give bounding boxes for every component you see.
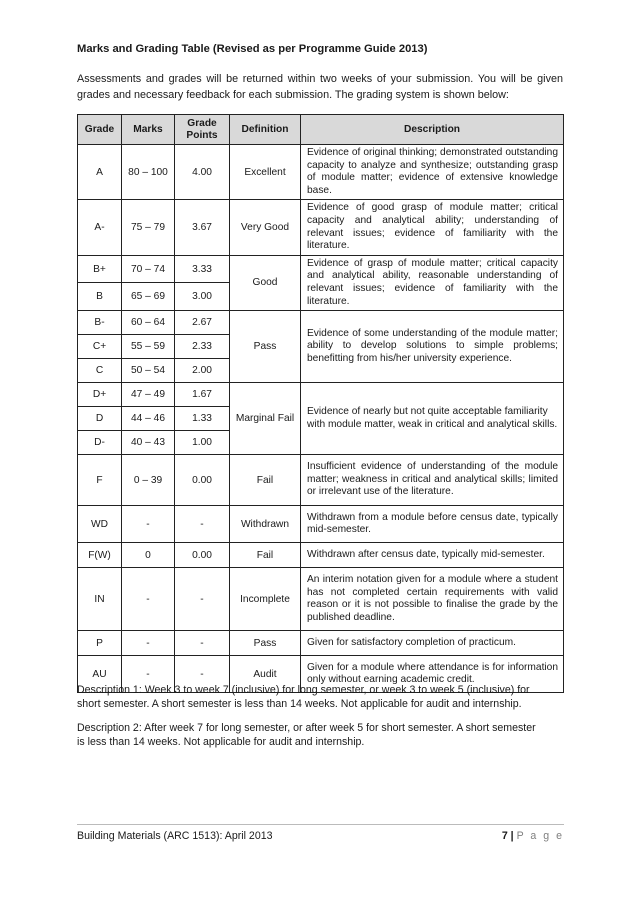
grade-cell: P [78,631,122,656]
points-cell: 4.00 [175,145,230,200]
description-cell: Evidence of original thinking; demonstrated outstanding capacity to analyze and synthesize; outstanding grasp of module matter; evidence of extensive knowledge base. [301,145,564,200]
grade-cell: C [78,359,122,383]
page-number: 7 | [501,830,514,842]
table-row [78,631,564,656]
description-cell: Evidence of good grasp of module matter; critical capacity and analytical ability; understanding of relevant issues; evidence of familiarity with the literature. [301,200,564,255]
grade-cell: B [78,283,122,311]
marks-cell: 65 – 69 [122,283,175,311]
definition-cell: Fail [230,543,301,568]
footer-divider [77,824,564,825]
grade-cell: A- [78,200,122,255]
points-cell: 0.00 [175,543,230,568]
marks-cell: - [122,568,175,631]
description-cell: Withdrawn after census date, typically mid-semester. [301,543,564,568]
table-row [78,255,564,283]
marks-cell: 75 – 79 [122,200,175,255]
header-marks: Marks [122,115,175,145]
table-row [78,506,564,543]
marks-cell: - [122,631,175,656]
grade-cell: D [78,407,122,431]
table-row [78,311,564,335]
marks-cell: 40 – 43 [122,431,175,455]
definition-cell: Excellent [230,145,301,200]
marks-cell: 50 – 54 [122,359,175,383]
table-row [78,455,564,506]
marks-cell: 80 – 100 [122,145,175,200]
grade-cell: AU [78,656,122,693]
marks-cell: 60 – 64 [122,311,175,335]
points-cell: 1.67 [175,383,230,407]
grade-cell: IN [78,568,122,631]
grading-table [77,114,564,693]
description-cell: Evidence of some understanding of the module matter; ability to develop solutions to simple problems; benefitting from his/her university experience. [301,311,564,383]
grade-cell: A [78,145,122,200]
table-row [78,383,564,407]
grade-cell: F [78,455,122,506]
header-grade-points: Grade Points [175,115,230,145]
description-cell: Evidence of grasp of module matter; critical capacity and analytical ability, reasonable understanding of relevant issues; evidence of familiarity with the literature. [301,255,564,310]
marks-cell: 70 – 74 [122,255,175,283]
grade-cell: B- [78,311,122,335]
note-description-1: Description 1: Week 3 to week 7 (inclusive) for long semester, or week 3 to week 5 (inclusive) for short semester. A short semester is less than 14 weeks. Not applicable for audit and internship. [77,684,530,711]
points-cell: 1.00 [175,431,230,455]
points-cell: 2.33 [175,335,230,359]
marks-cell: - [122,656,175,693]
header-grade: Grade [78,115,122,145]
note-description-2: Description 2: After week 7 for long semester, or after week 5 for short semester. A short semester is less than 14 weeks. Not applicable for audit and internship. [77,722,536,749]
points-cell: 3.00 [175,283,230,311]
description-cell: Insufficient evidence of understanding of the module matter; weakness in critical and analytical skills; limited or irrelevant use of the literature. [301,455,564,506]
points-cell: 3.67 [175,200,230,255]
table-header-row [78,115,564,145]
marks-cell: - [122,506,175,543]
definition-cell: Audit [230,656,301,693]
definition-cell: Withdrawn [230,506,301,543]
grade-cell: WD [78,506,122,543]
marks-cell: 0 – 39 [122,455,175,506]
grade-cell: F(W) [78,543,122,568]
description-cell: Evidence of nearly but not quite acceptable familiarity with module matter, weak in critical and analytical skills. [301,383,564,455]
points-cell: - [175,506,230,543]
grade-cell: C+ [78,335,122,359]
table-row [78,543,564,568]
definition-cell: Good [230,255,301,310]
points-cell: - [175,631,230,656]
definition-cell: Incomplete [230,568,301,631]
points-cell: 1.33 [175,407,230,431]
document-title: Marks and Grading Table (Revised as per Programme Guide 2013) [77,43,428,55]
description-cell: Withdrawn from a module before census date, typically mid-semester. [301,506,564,543]
grade-cell: D- [78,431,122,455]
page-label: P a g e [516,830,564,842]
header-definition: Definition [230,115,301,145]
points-cell: 2.00 [175,359,230,383]
points-cell: 3.33 [175,255,230,283]
definition-cell: Pass [230,311,301,383]
marks-cell: 47 – 49 [122,383,175,407]
footer-page-indicator [502,830,564,842]
description-cell: Given for a module where attendance is for information only without earning academic credit. [301,656,564,693]
grade-cell: B+ [78,255,122,283]
grade-cell: D+ [78,383,122,407]
table-row [78,145,564,200]
points-cell: 2.67 [175,311,230,335]
points-cell: - [175,568,230,631]
description-cell: An interim notation given for a module where a student has not completed certain requirements with valid reason or it is not possible to finalise the grade by the published deadline. [301,568,564,631]
header-description: Description [301,115,564,145]
marks-cell: 0 [122,543,175,568]
points-cell: - [175,656,230,693]
definition-cell: Very Good [230,200,301,255]
definition-cell: Marginal Fail [230,383,301,455]
definition-cell: Fail [230,455,301,506]
table-row [78,568,564,631]
definition-cell: Pass [230,631,301,656]
footer-course-label: Building Materials (ARC 1513): April 2013 [77,830,273,842]
description-cell: Given for satisfactory completion of practicum. [301,631,564,656]
intro-paragraph: Assessments and grades will be returned within two weeks of your submission. You will be given grades and necessary feedback for each submission. The grading system is shown below: [77,73,563,101]
marks-cell: 44 – 46 [122,407,175,431]
points-cell: 0.00 [175,455,230,506]
table-row [78,200,564,255]
marks-cell: 55 – 59 [122,335,175,359]
